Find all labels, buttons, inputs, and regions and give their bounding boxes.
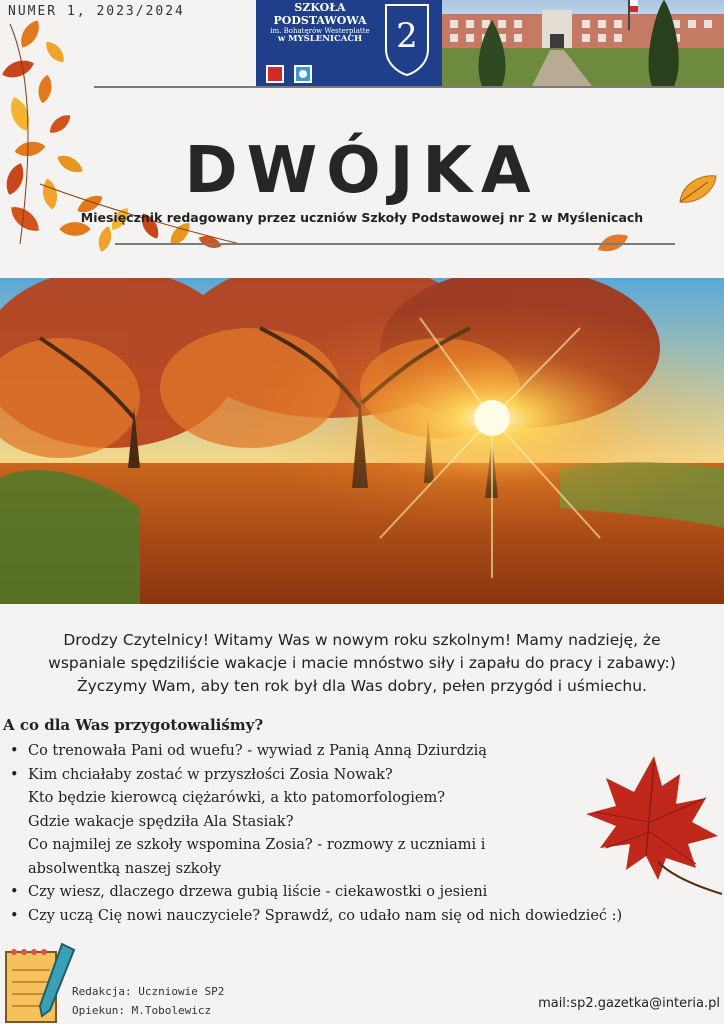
list-item: • Czy uczą Cię nowi nauczyciele? Sprawdź, co udało nam się od nich dowiedzieć :)	[8, 905, 720, 929]
supervisor-credit: Opiekun: M.Tobolewicz	[72, 1004, 212, 1017]
autumn-forest-photo	[0, 278, 724, 604]
notepad-pencil-icon	[0, 938, 80, 1024]
list-item: • Kim chciałaby zostać w przyszłości Zosia Nowak? Kto będzie kierowcą ciężarówki, a kto patomorfologiem? Gdzie wakacje spędziła Ala Stasiak? Co najmilej ze szkoły wspomina Zosia? - rozmowy z uczniami i absolwentką naszej szkoły	[8, 764, 720, 882]
magazine-title: DWÓJKA	[184, 134, 540, 208]
intro-line: Drodzy Czytelnicy! Witamy Was w nowym roku szkolnym! Mamy nadzieję, że	[63, 631, 661, 649]
logo-line-4: w MYŚLENICACH	[277, 34, 363, 45]
coat-of-arms-icons	[264, 64, 320, 84]
masthead-bottom-rule	[115, 243, 675, 245]
bullet: •	[10, 766, 19, 783]
list-item: • Co trenowała Pani od wuefu? - wywiad z Panią Anną Dziurdzią	[8, 740, 720, 764]
bullet: •	[10, 743, 19, 759]
shield-icon	[384, 3, 430, 77]
logo-line-2: PODSTAWOWA	[273, 13, 367, 27]
intro-line: wspaniale spędziliście wakacje i macie mnóstwo siły i zapału do pracy i zabawy:)	[48, 654, 676, 672]
bullet: •	[10, 907, 19, 924]
maple-leaf-icon	[566, 752, 724, 902]
contact-email[interactable]: mail:sp2.gazetka@interia.pl	[538, 996, 720, 1011]
contents-heading: A co dla Was przygotowaliśmy?	[3, 716, 264, 734]
editors-credit: Redakcja: Uczniowie SP2	[72, 985, 225, 998]
logo-number: 2	[396, 16, 418, 56]
list-item: • Czy wiesz, dlaczego drzewa gubią liście - ciekawostki o jesieni	[8, 881, 720, 905]
editorial-credits	[72, 982, 224, 1020]
masthead-top-rule	[94, 86, 724, 88]
magazine-subtitle: Miesięcznik redagowany przez uczniów Szkoły Podstawowej nr 2 w Myślenicach	[80, 210, 644, 225]
logo-line-3: im. Bohaterów Westerplatte	[270, 27, 370, 36]
school-building-photo	[442, 0, 724, 86]
issue-label: NUMER 1, 2023/2024	[8, 4, 185, 19]
intro-paragraph	[0, 629, 724, 698]
school-logo	[256, 0, 442, 86]
intro-line: Życzymy Wam, aby ten rok był dla Was dobry, pełen przygód i uśmiechu.	[77, 677, 647, 695]
bullet: •	[10, 884, 19, 900]
logo-line-1: SZKOŁA	[294, 1, 346, 14]
